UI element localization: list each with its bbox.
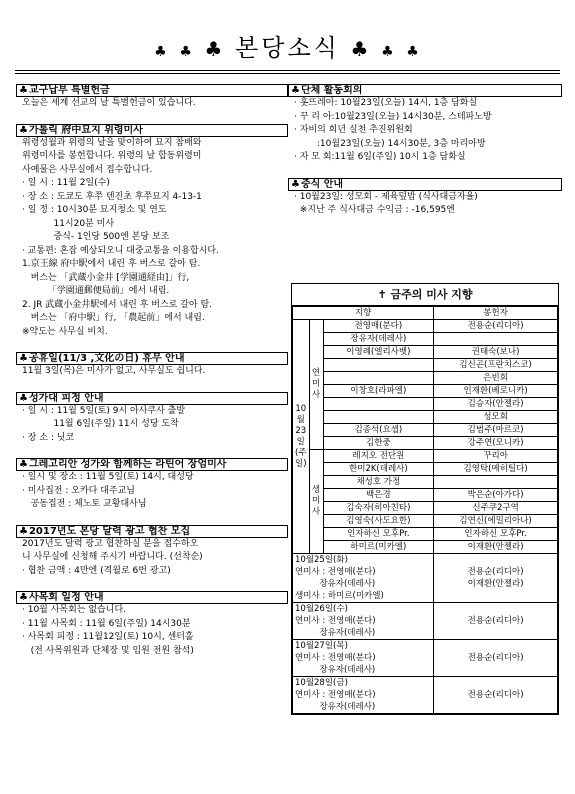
body-line: · 일 시 : 11월 5일(토) 9시 아사쿠사 출발	[22, 405, 186, 416]
weekday-line: 연미사 : 전영매(분다)	[295, 567, 376, 577]
intention-name: 김숙자(히아친타)	[323, 502, 434, 515]
weekday-date: 10월25일(화)	[295, 555, 348, 565]
club-icon: ♣	[291, 85, 300, 96]
intention-header: 지향	[293, 307, 434, 320]
notice-s3	[16, 352, 288, 379]
weekday-line: 연미사 : 전영매(분다)	[295, 690, 376, 700]
offerer-name: 박은순(아가다)	[434, 489, 558, 502]
body-line: · 미사집전 : 오카다 대주교님	[22, 485, 135, 496]
sunday-label: 10월23일(주일)	[293, 320, 310, 554]
club-icon: ♣	[291, 178, 300, 190]
body-line: 중식- 1인당 500엔 본당 보조	[22, 232, 170, 242]
body-line: 위령성월과 위령의 날을 맞이하여 묘지 참배와	[22, 137, 202, 148]
intention-name: 채성호 가정	[323, 476, 434, 489]
body-line: 2. JR 武蔵小金井駅에서 내린 후 버스로 갈아 탐.	[22, 299, 213, 310]
section-title	[16, 458, 288, 471]
weekday-date: 10월27일(목)	[295, 641, 348, 651]
section-body	[16, 471, 288, 512]
body-line: · 10월23일: 성모회 - 제육덮밥 (식사대금자율)	[294, 191, 478, 202]
section-title	[288, 178, 562, 191]
section-title	[16, 124, 288, 137]
club-icon: ♣	[19, 525, 28, 537]
offerer-name: 김승자(안젤라)	[434, 398, 558, 411]
section-title	[16, 352, 288, 365]
offerer-name: 꾸리아	[434, 450, 558, 463]
weekday-mass	[293, 554, 434, 603]
body-line: · 협찬 금액 : 4만엔 (격월로 6번 광고)	[22, 565, 171, 576]
page-header	[0, 28, 575, 63]
intention-name: 인자하신 모후Pr.	[323, 528, 434, 541]
weekday-mass	[293, 640, 434, 677]
club-icon: ♣	[406, 44, 421, 60]
club-icon: ♣	[204, 37, 225, 61]
offerer-name: 강주연(모니카)	[434, 437, 558, 450]
intention-name: 이영례(엘리사벳)	[323, 346, 434, 359]
section-title	[16, 392, 288, 405]
weekday-line: 생미사 : 하미르(미카엘)	[295, 591, 384, 601]
intention-name: 전영매(분다)	[323, 320, 434, 333]
notice-s1	[16, 84, 288, 111]
intention-name: 이창호(라파엘)	[323, 385, 434, 398]
section-body	[288, 97, 562, 165]
body-line: · 자비의 희년 실천 추진위원회	[294, 125, 413, 135]
header-rule	[15, 73, 560, 74]
section-body	[16, 405, 288, 446]
section-title-text: 가톨릭 府中묘지 위령미사	[28, 124, 143, 136]
weekday-line: 장유자(데레사)	[295, 579, 376, 589]
offerer-name: 김영탁(메히틸다)	[434, 463, 558, 476]
section-body	[16, 97, 288, 111]
section-title-text: 중식 안내	[300, 178, 344, 190]
section-body	[288, 191, 562, 218]
section-body	[16, 538, 288, 579]
weekday-line: 장유자(데레사)	[295, 702, 376, 712]
saeng-label: 생미사	[309, 450, 323, 554]
yeon-label: 연미사	[309, 320, 323, 450]
weekday-line: 연미사 : 전영매(분다)	[295, 616, 376, 626]
club-icon: ♣	[19, 85, 28, 96]
section-title-text: 사목회 일정 안내	[28, 592, 104, 603]
offerer-name: 전용순(리디아)	[467, 616, 524, 626]
section-title-text: 2017년도 본당 달력 광고 협찬 모집	[28, 525, 191, 537]
intention-name	[323, 359, 434, 372]
weekday-mass	[293, 677, 434, 714]
offerer-name	[434, 476, 558, 489]
body-line: · 장 소 : 도쿄도 후쭈 텐진초 후쭈묘지 4-13-1	[22, 191, 202, 202]
header-rule	[15, 70, 560, 71]
club-icon: ♣	[381, 44, 396, 60]
offerer-name: 김신곤(프란치스코)	[434, 359, 558, 372]
offerer-name	[434, 333, 558, 346]
intention-name: 하미르(미카엘)	[323, 541, 434, 554]
club-icon: ♣	[19, 392, 28, 404]
offerer-header: 봉헌자	[434, 307, 558, 320]
body-line: · 장 소 : 닛코	[22, 432, 75, 443]
intention-name: 김영숙(사도요한)	[323, 515, 434, 528]
offerer-name: 김연신(에밀리아나)	[434, 515, 558, 528]
intention-name: 김한중	[323, 437, 434, 450]
club-icon: ♣	[350, 37, 371, 61]
section-title-text: 단체 활동회의	[300, 85, 363, 96]
section-title-text: 교구납부 특별헌금	[28, 85, 110, 96]
body-line: 1.京王線 府中駅에서 내린 후 버스로 갈아 탐.	[22, 259, 201, 269]
body-line: (전 사목위원과 단체장 및 임원 전원 참석)	[22, 645, 194, 656]
notice-s4	[16, 392, 288, 446]
mass-intention-box	[291, 283, 559, 715]
section-title-text: 공휴일(11/3 ,文化の日) 휴무 안내	[28, 353, 185, 364]
intention-name: 한미2K(데레사)	[323, 463, 434, 476]
weekday-line: 연미사 : 전영매(분다)	[295, 653, 376, 663]
club-icon: ♣	[19, 459, 28, 470]
section-title-text: 성가대 피정 안내	[28, 392, 104, 404]
section-title	[288, 84, 562, 97]
notice-s7	[16, 591, 288, 658]
body-line: 11월 6일(주일) 11시 성당 도착	[22, 419, 179, 429]
notice-r2	[288, 178, 562, 218]
body-line: 오늘은 세계 선교의 날 특별헌금이 있습니다.	[22, 98, 196, 108]
body-line: · 10월 사목회는 없습니다.	[22, 605, 127, 615]
club-icon: ♣	[19, 353, 28, 364]
offerer-name: 이재환(안젤라)	[467, 579, 524, 589]
intention-name: 레지오 전단원	[323, 450, 434, 463]
intention-name	[323, 411, 434, 424]
weekday-line: 장유자(데레사)	[295, 628, 376, 638]
section-title-text: 그레고리안 성가와 함께하는 라틴어 장엄미사	[28, 459, 227, 470]
offerer-name: 전용순(리디아)	[467, 653, 524, 663]
offerer-name: 전용순(리디아)	[434, 320, 558, 333]
body-line: · 사목회 피정 : 11월12일(토) 10시, 센터홀	[22, 632, 194, 642]
weekday-date: 10월26일(수)	[295, 604, 348, 614]
section-title	[16, 591, 288, 604]
offerer-name: 김범주(마르코)	[434, 424, 558, 437]
body-line: ※약도는 사무실 비치.	[22, 326, 108, 337]
section-body	[16, 365, 288, 379]
weekday-offerers	[434, 554, 558, 603]
intention-name	[323, 398, 434, 411]
notice-s2	[16, 124, 288, 340]
body-line: 11월 3일(목)은 미사가 없고, 사무실도 쉽니다.	[22, 366, 206, 376]
offerer-name: 권태숙(보나)	[434, 346, 558, 359]
intention-name	[323, 372, 434, 385]
offerer-name: 전용순(리디아)	[467, 567, 524, 577]
page-title: 본당소식	[235, 34, 340, 62]
section-body	[16, 137, 288, 340]
body-line: :10월23일(오늘) 14시30분, 3층 마리아방	[294, 138, 486, 149]
body-line: · 홋뜨레아: 10월23일(오늘) 14시, 1층 담화실	[294, 98, 478, 108]
body-line: 위령미사를 봉헌합니다. 위령의 날 합동위령미	[22, 151, 202, 161]
notice-r1	[288, 84, 562, 165]
club-icon: ♣	[19, 592, 28, 603]
body-line: · 일시 및 장소 : 11월 5일(토) 14시, 대성당	[22, 472, 194, 482]
weekday-offerers	[434, 603, 558, 640]
intention-name: 백은경	[323, 489, 434, 502]
section-body	[16, 604, 288, 658]
offerer-name: 인재환(베로니카)	[434, 385, 558, 398]
right-column	[288, 84, 562, 231]
intention-name: 김종석(요셉)	[323, 424, 434, 437]
offerer-name: 은빈회	[434, 372, 558, 385]
body-line: 버스는 「武蔵小金井 [学園通経由]」行,	[22, 272, 190, 283]
section-title	[16, 525, 288, 538]
mass-intention-title: ✝ 금주의 미사 지향	[292, 284, 558, 306]
left-column	[16, 84, 288, 671]
club-icon: ♣	[154, 44, 169, 60]
body-line: 공동집전 : 체노토 교황대사님	[22, 499, 147, 509]
body-line: · 꾸 리 아:10월23일(오늘) 14시30분, 스테파노방	[294, 111, 492, 122]
offerer-name: 신주쿠2구역	[434, 502, 558, 515]
weekday-mass	[293, 603, 434, 640]
body-line: 11시20분 미사	[22, 218, 115, 229]
offerer-name: 전용순(리디아)	[467, 690, 524, 700]
body-line: 니 사무실에 신청해 주시기 바랍니다. (선착순)	[22, 552, 203, 562]
body-line: · 일 시 : 11월 2일(수)	[22, 178, 110, 188]
club-icon: ♣	[179, 44, 194, 60]
offerer-name: 인자하신 모후Pr.	[434, 528, 558, 541]
offerer-name: 이재환(안젤라)	[434, 541, 558, 554]
body-line: 2017년도 달력 광고 협찬하실 분을 접수하오	[22, 538, 199, 549]
body-line: · 11월 사목회 : 11월 6일(주일) 14시30분	[22, 618, 191, 629]
notice-s6	[16, 525, 288, 579]
body-line: · 자 모 회:11월 6일(주일) 10시 1층 담화실	[294, 152, 466, 162]
mass-intention-table	[292, 306, 558, 714]
weekday-date: 10월28일(금)	[295, 678, 348, 688]
body-line: ※지난 주 식사대금 수익금 : -16,595엔	[294, 205, 455, 215]
body-line: · 일 정 : 10시30분 묘지청소 및 연도	[22, 205, 167, 215]
offerer-name: 성모회	[434, 411, 558, 424]
body-line: 버스는 「府中駅」行, 「農起前」에서 내림.	[22, 313, 205, 323]
body-line: 사예물은 사무실에서 접수합니다.	[22, 164, 153, 175]
weekday-line: 장유자(데레사)	[295, 665, 376, 675]
notice-s5	[16, 458, 288, 512]
body-line: · 교통편: 혼잡 예상되오니 대중교통을 이용합시다.	[22, 245, 219, 256]
body-line: 「学園通郵便局前」에서 내림.	[22, 286, 170, 296]
club-icon: ♣	[19, 124, 28, 136]
weekday-offerers	[434, 677, 558, 714]
weekday-offerers	[434, 640, 558, 677]
section-title	[16, 84, 288, 97]
intention-name: 장유자(데레사)	[323, 333, 434, 346]
